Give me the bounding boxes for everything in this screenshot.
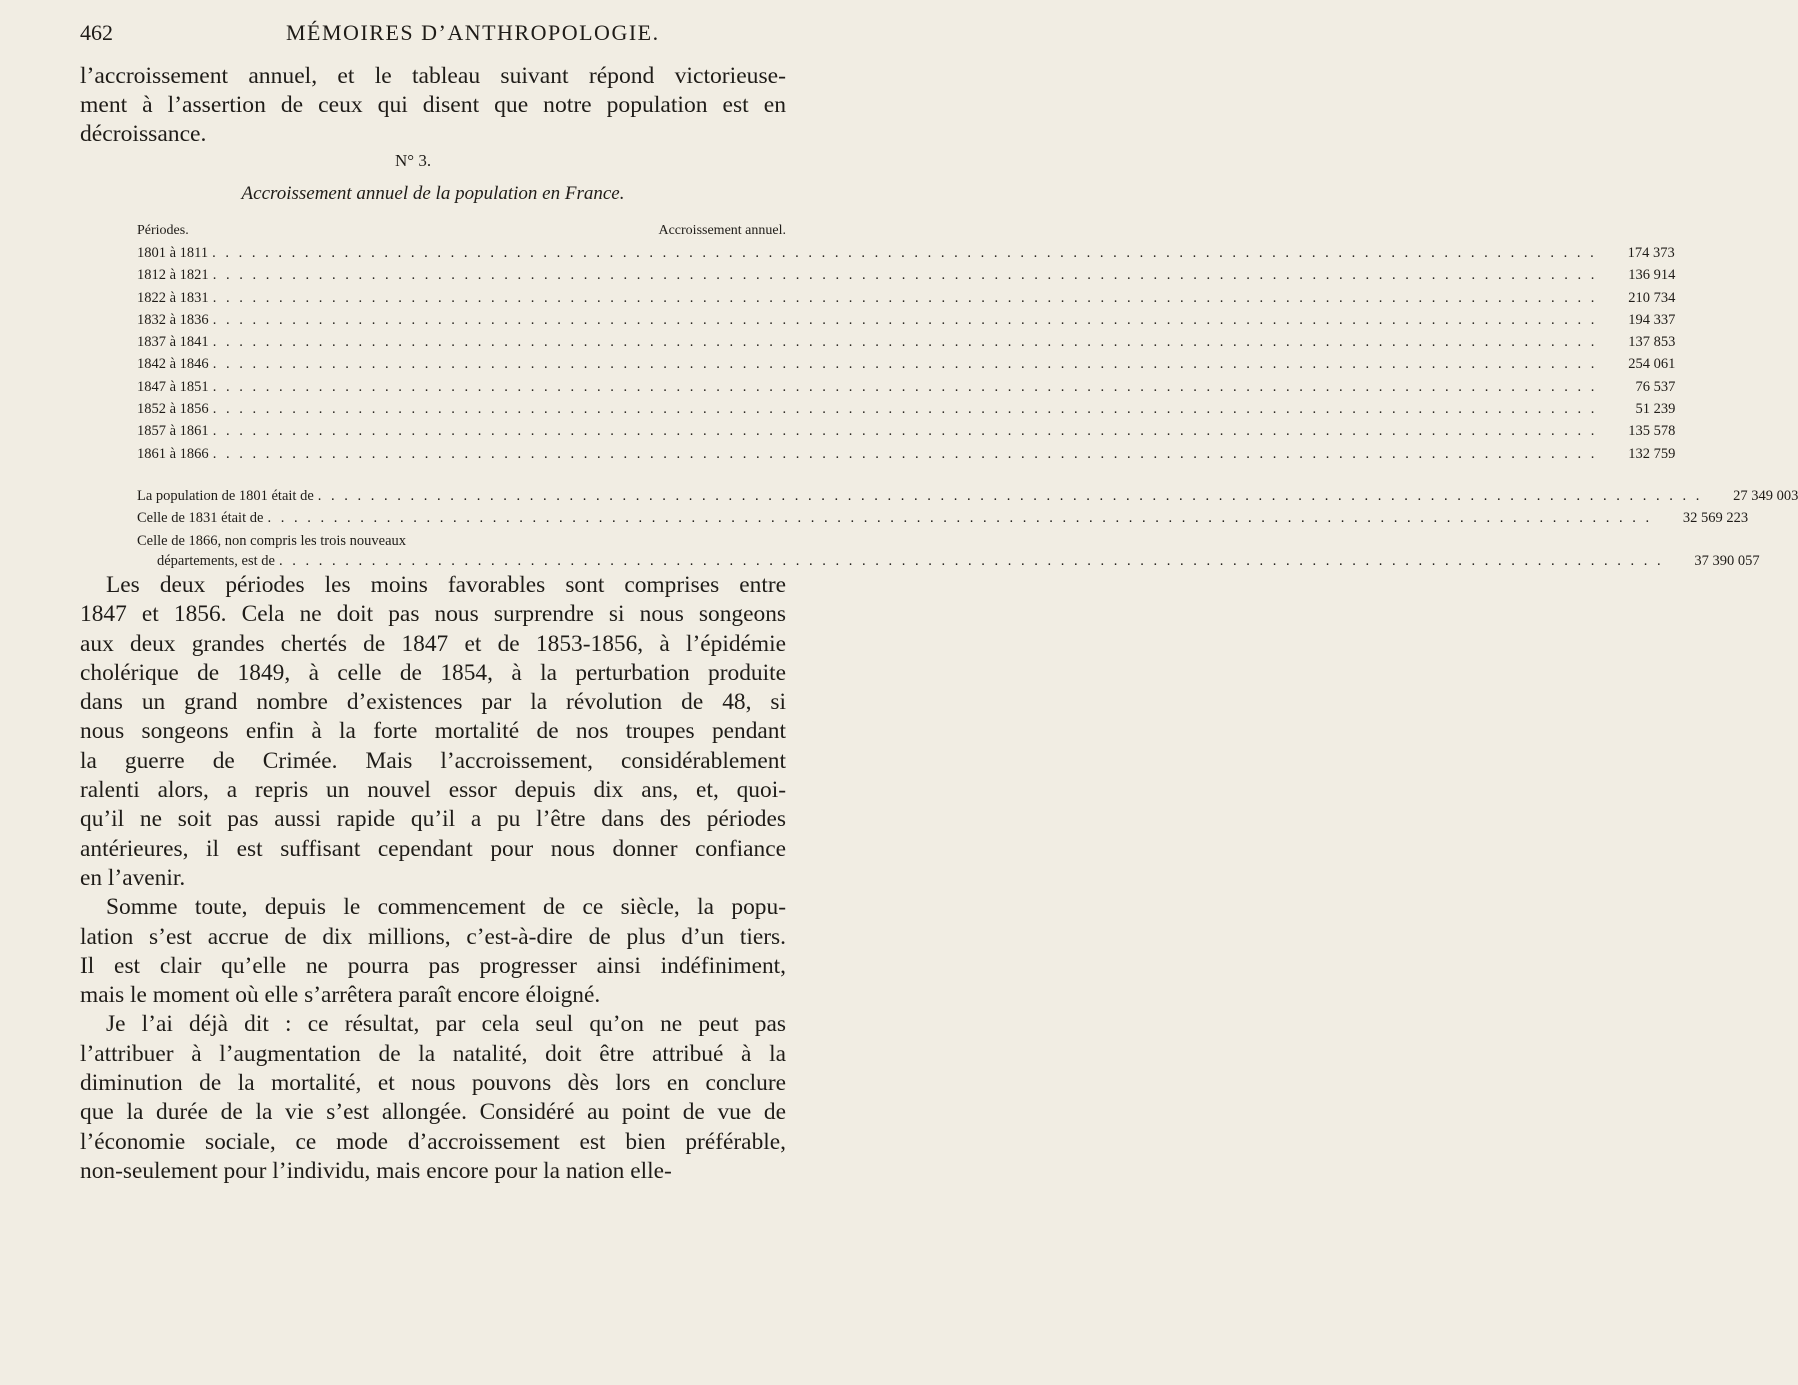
text-line: nous songeons enfin à la forte mortalité de nos troupes pendant — [80, 718, 786, 745]
text-line: 1847 et 1856. Cela ne doit pas nous surprendre si nous songeons — [80, 601, 786, 628]
text-line: antérieures, il est suffisant cependant pour nous donner confiance — [80, 835, 786, 862]
table-row — [137, 356, 1676, 378]
intro-paragraph — [80, 62, 786, 149]
text-line: en l’avenir. — [80, 864, 186, 891]
population-row — [137, 533, 711, 553]
text-line: non-seulement pour l’individu, mais encore pour la nation elle- — [80, 1157, 672, 1184]
leader-dots: . . . . . . . . . . . . . . . . . . . . . . . . . . . . . . . . . . . . . . . . . . . . . . . . . . . . . . . . . . . . . . . . . . . . . . . . . . . . . . . . . . . . . . . . . . . . . . . . . . . . . . . . . — [212, 311, 1598, 328]
body-text — [80, 571, 786, 1186]
population-row — [137, 488, 1798, 510]
table-caption: Accroissement annuel de la population en France. — [241, 183, 625, 204]
column-header-periods: Périodes. — [137, 223, 189, 238]
period-cell: 1861 à 1866 — [137, 445, 209, 462]
leader-dots: . . . . . . . . . . . . . . . . . . . . . . . . . . . . . . . . . . . . . . . . . . . . . . . . . . . . . . . . . . . . . . . . . . . . . . . . . . . . . . . . . . . . . . . . . . . . . . . . . . . . . . . . . — [212, 267, 1598, 284]
text-line: aux deux grandes chertés de 1847 et de 1853-1856, à l’épidémie — [80, 630, 786, 657]
column-header-increase: Accroissement annuel. — [658, 223, 786, 238]
period-cell: 1801 à 1811 — [137, 245, 209, 261]
leader-dots: . . . . . . . . . . . . . . . . . . . . . . . . . . . . . . . . . . . . . . . . . . . . . . . . . . . . . . . . . . . . . . . . . . . . . . . . . . . . . . . . . . . . . . . . . . . . . . . . . . . . . . . . . — [212, 356, 1598, 373]
table-row — [137, 245, 1675, 267]
increase-cell: 254 061 — [1628, 356, 1676, 373]
text-line: Il est clair qu’elle ne pourra pas progresser ainsi indéfiniment, — [80, 952, 786, 979]
text-line: décroissance. — [80, 121, 207, 147]
increase-cell: 132 759 — [1628, 445, 1676, 462]
period-cell: 1832 à 1836 — [137, 311, 209, 328]
leader-dots: . . . . . . . . . . . . . . . . . . . . . . . . . . . . . . . . . . . . . . . . . . . . . . . . . . . . . . . . . . . . . . . . . . . . . . . . . . . . . . . . . . . . . . . . . . . . . . . . . . . . . . . . . — [212, 378, 1598, 395]
increase-cell: 135 578 — [1628, 423, 1676, 440]
text-line: ralenti alors, a repris un nouvel essor depuis dix ans, et, quoi- — [80, 777, 786, 804]
table-row — [137, 378, 1676, 401]
table-row — [137, 334, 1676, 356]
text-line: dans un grand nombre d’existences par la révolution de 48, si — [80, 689, 786, 716]
leader-dots: . . . . . . . . . . . . . . . . . . . . . . . . . . . . . . . . . . . . . . . . . . . . . . . . . . . . . . . . . . . . . . . . . . . . . . . . . . . . . . . . . . . . . . . . . . . . . . . . . . . . . . . . . — [212, 445, 1598, 462]
table-row — [137, 311, 1676, 334]
increase-cell: 51 239 — [1635, 401, 1676, 418]
leader-dots: . . . . . . . . . . . . . . . . . . . . . . . . . . . . . . . . . . . . . . . . . . . . . . . . . . . . . . . . . . . . . . . . . . . . . . . . . . . . . . . . . . . . . . . . . . . . . . . . . . . . . . . . . — [267, 510, 1653, 527]
population-totals — [137, 488, 1798, 575]
population-value: 32 569 223 — [1682, 510, 1749, 527]
population-value: 27 349 003 — [1733, 488, 1798, 504]
population-label: départements, est de — [157, 552, 275, 569]
text-line: diminution de la mortalité, et nous pouvons dès lors en conclure — [80, 1070, 786, 1097]
text-line: mais le moment où elle s’arrêtera paraît encore éloigné. — [80, 982, 601, 1009]
increase-cell: 210 734 — [1628, 289, 1676, 306]
text-line: Somme toute, depuis le commencement de ce siècle, la popu- — [106, 894, 786, 921]
table-row — [137, 423, 1676, 445]
period-cell: 1837 à 1841 — [137, 334, 209, 351]
page-header — [80, 20, 780, 52]
table-row — [137, 289, 1676, 312]
running-title: MÉMOIRES D’ANTHROPOLOGIE. — [286, 20, 660, 45]
text-line: l’accroissement annuel, et le tableau suivant répond victorieuse- — [80, 63, 786, 89]
page-number: 462 — [80, 20, 113, 45]
period-cell: 1852 à 1856 — [137, 401, 209, 418]
text-line: l’attribuer à l’augmentation de la natalité, doit être attribué à la — [80, 1040, 786, 1067]
text-line: que la durée de la vie s’est allongée. Considéré au point de vue de — [80, 1099, 786, 1126]
population-row — [137, 510, 1749, 532]
leader-dots: . . . . . . . . . . . . . . . . . . . . . . . . . . . . . . . . . . . . . . . . . . . . . . . . . . . . . . . . . . . . . . . . . . . . . . . . . . . . . . . . . . . . . . . . . . . . . . . . . . . . . . . . . — [278, 552, 1664, 569]
period-cell: 1812 à 1821 — [137, 267, 209, 284]
leader-dots: . . . . . . . . . . . . . . . . . . . . . . . . . . . . . . . . . . . . . . . . . . . . . . . . . . . . . . . . . . . . . . . . . . . . . . . . . . . . . . . . . . . . . . . . . . . . . . . . . . . . . . . . . — [212, 289, 1598, 306]
leader-dots: . . . . . . . . . . . . . . . . . . . . . . . . . . . . . . . . . . . . . . . . . . . . . . . . . . . . . . . . . . . . . . . . . . . . . . . . . . . . . . . . . . . . . . . . . . . . . . . . . . . . . . . . . — [212, 334, 1598, 351]
text-line: la guerre de Crimée. Mais l’accroissement, considérablement — [80, 747, 786, 774]
population-label: La population de 1801 était de — [137, 488, 314, 504]
table-column-headers — [80, 223, 786, 243]
increase-cell: 174 373 — [1627, 245, 1675, 261]
increase-cell: 137 853 — [1628, 334, 1676, 351]
text-line: qu’il ne soit pas aussi rapide qu’il a pu l’être dans des périodes — [80, 806, 786, 833]
increase-table — [137, 245, 1676, 468]
text-line: l’économie sociale, ce mode d’accroissement est bien préférable, — [80, 1128, 786, 1155]
leader-dots: . . . . . . . . . . . . . . . . . . . . . . . . . . . . . . . . . . . . . . . . . . . . . . . . . . . . . . . . . . . . . . . . . . . . . . . . . . . . . . . . . . . . . . . . . . . . . . . . . . . . . . . . . — [212, 245, 1597, 261]
population-label: Celle de 1866, non compris les trois nouveaux — [137, 532, 407, 549]
table-number: N° 3. — [395, 151, 432, 170]
text-line: Les deux périodes les moins favorables sont comprises entre — [106, 572, 786, 598]
leader-dots: . . . . . . . . . . . . . . . . . . . . . . . . . . . . . . . . . . . . . . . . . . . . . . . . . . . . . . . . . . . . . . . . . . . . . . . . . . . . . . . . . . . . . . . . . . . . . . . . . . . . . . . . . — [212, 423, 1598, 440]
text-line: lation s’est accrue de dix millions, c’est-à-dire de plus d’un tiers. — [80, 923, 786, 950]
population-value: 37 390 057 — [1694, 552, 1760, 569]
period-cell: 1847 à 1851 — [137, 378, 209, 395]
table-row — [137, 445, 1676, 468]
period-cell: 1857 à 1861 — [137, 423, 209, 440]
leader-dots: . . . . . . . . . . . . . . . . . . . . . . . . . . . . . . . . . . . . . . . . . . . . . . . . . . . . . . . . . . . . . . . . . . . . . . . . . . . . . . . . . . . . . . . . . . . . . . . . . . . . . . . . . — [212, 401, 1598, 418]
increase-cell: 76 537 — [1635, 378, 1676, 395]
table-row — [137, 401, 1676, 423]
text-line: Je l’ai déjà dit : ce résultat, par cela seul qu’on ne peut pas — [106, 1011, 786, 1038]
period-cell: 1822 à 1831 — [137, 289, 209, 306]
increase-cell: 194 337 — [1628, 311, 1676, 328]
table-row — [137, 267, 1676, 289]
leader-dots: . . . . . . . . . . . . . . . . . . . . . . . . . . . . . . . . . . . . . . . . . . . . . . . . . . . . . . . . . . . . . . . . . . . . . . . . . . . . . . . . . . . . . . . . . . . . . . . . . . . . . . . . . — [317, 488, 1703, 504]
population-label: Celle de 1831 était de — [137, 510, 264, 527]
period-cell: 1842 à 1846 — [137, 356, 209, 373]
increase-cell: 136 914 — [1628, 267, 1676, 284]
text-line: ment à l’assertion de ceux qui disent que notre population est en — [80, 92, 786, 118]
text-line: cholérique de 1849, à celle de 1854, à la perturbation produite — [80, 659, 786, 686]
